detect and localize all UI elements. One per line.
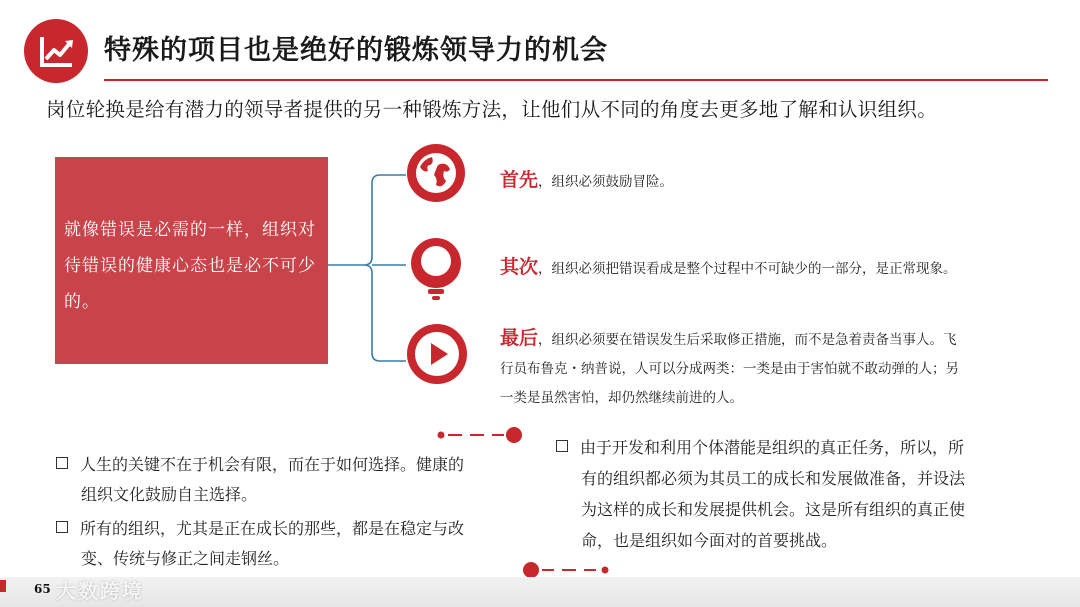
title-divider bbox=[104, 79, 1048, 81]
checkbox-bullet-icon bbox=[556, 440, 568, 452]
globe-icon bbox=[406, 143, 466, 203]
point-third: 最后，组织必须要在错误发生后采取修正措施，而不是急着责备当事人。飞 行员布鲁克・纳普说，人可以分成两类：一类是由于害怕就不敢动弹的人；另 一类是虽然害怕，却仍然继续前进的人。 bbox=[500, 327, 959, 406]
highlight-box-text: 就像错误是必需的一样，组织对待错误的健康心态也是必不可少的。 bbox=[64, 220, 316, 312]
dash-connector-top bbox=[432, 424, 526, 448]
footer-bar bbox=[0, 577, 1080, 607]
page-title: 特殊的项目也是绝好的锻炼领导力的机会 bbox=[104, 35, 608, 66]
left-bullet-1: 人生的关键不在于机会有限，而在于如何选择。健康的 组织文化鼓励自主选择。 bbox=[56, 450, 464, 510]
bracket-connector bbox=[328, 165, 418, 365]
lightbulb-icon bbox=[406, 237, 466, 297]
point-second: 其次，组织必须把错误看成是整个过程中不可缺少的一部分，是正常现象。 bbox=[500, 256, 957, 278]
chart-trend-icon bbox=[24, 19, 88, 83]
play-icon bbox=[406, 323, 466, 383]
page-number: 65 bbox=[34, 582, 51, 596]
footer-accent bbox=[0, 580, 6, 592]
checkbox-bullet-icon bbox=[56, 521, 68, 533]
point-first: 首先，组织必须鼓励冒险。 bbox=[500, 169, 674, 191]
watermark: 大数跨境 bbox=[56, 579, 144, 603]
left-bullet-2: 所有的组织，尤其是正在成长的那些，都是在稳定与改 变、传统与修正之间走钢丝。 bbox=[56, 514, 464, 574]
subtitle: 岗位轮换是给有潜力的领导者提供的另一种锻炼方法，让他们从不同的角度去更多地了解和认识组织。 bbox=[46, 98, 938, 121]
right-bullet: 由于开发和利用个体潜能是组织的真正任务，所以，所 有的组织都必须为其员工的成长和发展做准备，并设法 为这样的成长和发展提供机会。这是所有组织的真正使 命，也是组织如今面对的首要挑战。 bbox=[556, 432, 965, 556]
checkbox-bullet-icon bbox=[56, 457, 68, 469]
